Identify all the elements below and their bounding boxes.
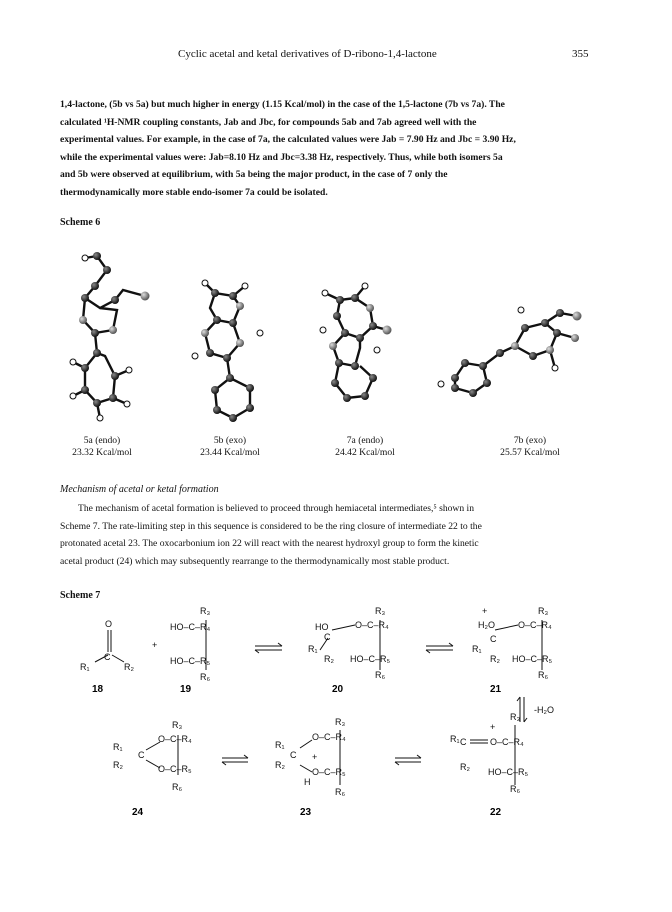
svg-text:R₃: R₃ xyxy=(538,606,549,616)
svg-text:+: + xyxy=(490,722,496,732)
model-7b-atoms xyxy=(438,307,582,397)
svg-text:R₆: R₆ xyxy=(172,782,183,792)
svg-text:R₃: R₃ xyxy=(510,712,521,722)
svg-text:R₆: R₆ xyxy=(538,670,549,680)
svg-text:R₁: R₁ xyxy=(80,662,90,672)
svg-text:R₂: R₂ xyxy=(124,662,134,672)
svg-text:H: H xyxy=(304,777,311,787)
intro-line: 1,4-lactone, (5b vs 5a) but much higher in energy (1.15 Kcal/mol) in the case of the 1,5-lactone (7b vs 7a). The xyxy=(60,99,505,110)
page-number: 355 xyxy=(572,48,589,60)
svg-text:R₁: R₁ xyxy=(113,742,123,752)
svg-text:+: + xyxy=(152,640,158,650)
svg-text:H₂O: H₂O xyxy=(478,620,495,630)
scheme7-title: Scheme 7 xyxy=(60,590,101,601)
svg-text:R₁: R₁ xyxy=(450,734,460,744)
caption-5a: 5a (endo) 23.32 Kcal/mol xyxy=(72,435,132,458)
svg-text:+: + xyxy=(312,752,318,762)
model-7a-atoms xyxy=(320,283,392,402)
svg-text:R₁: R₁ xyxy=(308,644,318,654)
scheme7-reaction-diagram xyxy=(50,600,620,830)
mechanism-line: Scheme 7. The rate-limiting step in this sequence is considered to be the ring closure of intermediate 22 to the xyxy=(60,520,482,532)
compound-24-label: 24 xyxy=(132,807,144,818)
svg-text:C: C xyxy=(460,737,467,747)
svg-text:HO–C–R₅: HO–C–R₅ xyxy=(488,767,529,777)
model-7b xyxy=(455,313,577,393)
svg-text:C: C xyxy=(490,634,497,644)
compound-22-label: 22 xyxy=(490,807,502,818)
svg-text:HO–C–R₅: HO–C–R₅ xyxy=(512,654,553,664)
svg-text:C: C xyxy=(138,750,145,760)
svg-text:HO–C–R₅: HO–C–R₅ xyxy=(170,656,211,666)
svg-text:R₁: R₁ xyxy=(472,644,482,654)
svg-text:R₂: R₂ xyxy=(490,654,500,664)
compound-19-label: 19 xyxy=(180,684,192,695)
svg-text:O–C–R₄: O–C–R₄ xyxy=(158,734,192,744)
svg-text:HO: HO xyxy=(315,622,329,632)
svg-text:R₆: R₆ xyxy=(200,672,211,682)
svg-text:R₆: R₆ xyxy=(335,787,346,797)
scheme6-title: Scheme 6 xyxy=(60,217,101,228)
compound-18-label: 18 xyxy=(92,684,104,695)
svg-text:O–C–R₄: O–C–R₄ xyxy=(312,732,346,742)
intro-line: experimental values. For example, in the case of 7a, the calculated values were Jab = 7.90 Hz and Jbc = 3.90 Hz, xyxy=(60,134,516,146)
svg-text:R₃: R₃ xyxy=(335,717,346,727)
compound-21-label: 21 xyxy=(490,684,502,695)
svg-text:C: C xyxy=(324,632,331,642)
running-title: Cyclic acetal and ketal derivatives of D-ribono-1,4-lactone xyxy=(178,48,437,60)
svg-text:R₃: R₃ xyxy=(172,720,183,730)
caption-5b: 5b (exo) 23.44 Kcal/mol xyxy=(200,435,260,458)
svg-text:HO–C–R₄: HO–C–R₄ xyxy=(170,622,211,632)
mechanism-line: protonated acetal 23. The oxocarbonium ion 22 will react with the nearest hydroxyl group to form the kinetic xyxy=(60,538,479,550)
svg-text:C: C xyxy=(290,750,297,760)
compound-20-label: 20 xyxy=(332,684,344,695)
svg-text:R₂: R₂ xyxy=(324,654,334,664)
scheme6-molecular-models xyxy=(55,238,615,433)
svg-text:-H₂O: -H₂O xyxy=(534,705,554,715)
mechanism-line: acetal product (24) which may subsequently rearrange to the thermodynamically most stable product. xyxy=(60,555,450,567)
mechanism-heading: Mechanism of acetal or ketal formation xyxy=(60,484,219,495)
intro-line: while the experimental values were: Jab=8.10 Hz and Jbc=3.38 Hz, respectively. Thus, while both isomers 5a xyxy=(60,151,503,163)
svg-text:+: + xyxy=(482,606,488,616)
svg-text:O–C–R₄: O–C–R₄ xyxy=(490,737,524,747)
model-5b-atoms xyxy=(192,280,263,422)
intro-line: and 5b were observed at equilibrium, with 5a being the major product, in the case of 7 only the xyxy=(60,169,448,181)
svg-text:R₁: R₁ xyxy=(275,740,285,750)
svg-text:R₆: R₆ xyxy=(375,670,386,680)
svg-text:O–C–R₄: O–C–R₄ xyxy=(518,620,552,630)
svg-text:R₂: R₂ xyxy=(113,760,123,770)
svg-text:R₃: R₃ xyxy=(200,606,211,616)
intro-line: thermodynamically more stable endo-isomer 7a could be isolated. xyxy=(60,186,328,198)
svg-text:O: O xyxy=(105,619,113,629)
compound-23-label: 23 xyxy=(300,807,312,818)
svg-text:R₆: R₆ xyxy=(510,784,521,794)
caption-7a: 7a (endo) 24.42 Kcal/mol xyxy=(335,435,395,458)
mechanism-line: The mechanism of acetal formation is believed to proceed through hemiacetal intermediates,⁵ shown in xyxy=(78,503,475,514)
svg-text:R₂: R₂ xyxy=(275,760,285,770)
intro-paragraph xyxy=(60,96,598,202)
svg-text:C: C xyxy=(104,652,111,662)
svg-text:R₃: R₃ xyxy=(375,606,386,616)
caption-7b: 7b (exo) 25.57 Kcal/mol xyxy=(500,435,560,458)
svg-text:O–C–R₄: O–C–R₄ xyxy=(355,620,389,630)
svg-text:O–C–R₅: O–C–R₅ xyxy=(312,767,346,777)
svg-text:HO–C–R₅: HO–C–R₅ xyxy=(350,654,391,664)
intro-line: calculated ¹H-NMR coupling constants, Jab and Jbc, for compounds 5ab and 7ab agreed well with the xyxy=(60,116,477,128)
model-5a-atoms xyxy=(70,252,150,421)
svg-text:R₂: R₂ xyxy=(460,762,470,772)
svg-text:O–C–R₅: O–C–R₅ xyxy=(158,764,192,774)
mechanism-paragraph xyxy=(60,500,598,570)
